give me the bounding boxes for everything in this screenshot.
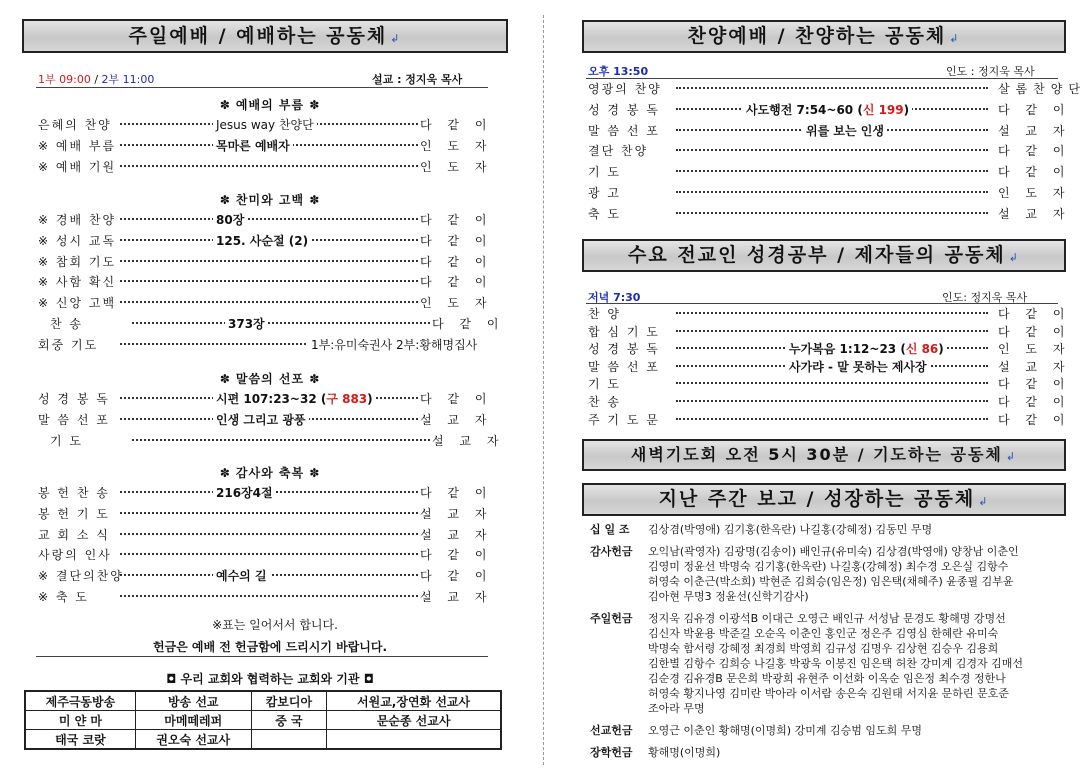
- row-label: ※ 예배 기원: [38, 159, 117, 174]
- row-role: 다 같 이: [998, 374, 1070, 394]
- preacher: 설교 : 정지욱 목사: [372, 73, 463, 86]
- row-label: 말 씀 선 포: [588, 359, 660, 374]
- row-label: 영광의 찬양: [588, 82, 662, 96]
- report-names: 정지욱 김유경 이광석B 이대근 오영근 배인규 서성남 문경도 황해명 강명선: [648, 612, 1006, 625]
- report-names: 박명숙 함서령 강혜정 최경희 박영희 김규성 김명우 김상현 김승우 김용희: [648, 642, 999, 655]
- section-title: ✽ 감사와 축복 ✽: [219, 466, 321, 480]
- row-label: 찬 양: [588, 307, 621, 321]
- row-label: 축 도: [588, 206, 621, 221]
- order-row: [38, 545, 498, 565]
- row-label: 결단 찬양: [588, 144, 649, 159]
- praise-worship-banner: 찬양예배 / 찬양하는 공동체 ↲: [582, 20, 1066, 53]
- report-label: 선교헌금: [590, 724, 633, 737]
- row-role: 다 같 이: [432, 314, 504, 334]
- order-row: [588, 121, 1071, 141]
- partner-title-box-icon: ◘: [166, 672, 177, 686]
- leader-dots: [676, 312, 988, 314]
- order-row: [38, 210, 498, 230]
- row-label: ※ 참회 기도: [38, 254, 117, 269]
- evening-leader: 인도: 정지욱 목사: [942, 291, 1028, 304]
- row-detail: [213, 389, 376, 409]
- partner-cell: 문순종 선교사: [327, 711, 501, 730]
- row-role: 설 교 자: [420, 504, 492, 524]
- wednesday-study-banner: 수요 전교인 성경공부 / 제자들의 공동체 ↲: [582, 239, 1066, 272]
- row-role: 다 같 이: [420, 545, 492, 565]
- row-label: ※ 경배 찬양: [38, 213, 117, 227]
- leader-dots: [120, 595, 418, 597]
- leader-dots: [132, 322, 430, 324]
- report-names: 김영미 정윤선 박명숙 김기홍(한옥란) 나길홍(강혜정) 최수경 오은실 김항수: [648, 560, 1009, 573]
- row-detail-end: ): [903, 102, 910, 117]
- partner-cell: 태국 코랏: [25, 730, 135, 750]
- order-row: [588, 100, 1071, 120]
- row-role: 다 같 이: [998, 304, 1070, 324]
- leader-dots: [676, 170, 988, 172]
- partner-cell: 서원교,장연화 선교사: [327, 691, 501, 711]
- order-row: [38, 231, 498, 251]
- partners-row: [25, 691, 501, 711]
- row-role: 인 도 자: [420, 157, 492, 177]
- row-detail: 인생 그리고 광풍: [213, 410, 309, 430]
- row-detail-end: ): [938, 342, 944, 357]
- leader-dots: [676, 191, 988, 193]
- row-role: 다 같 이: [420, 115, 492, 135]
- report-label: 십 일 조: [590, 523, 630, 536]
- row-role: 다 같 이: [998, 322, 1070, 342]
- order-row: [50, 314, 510, 334]
- order-row: [588, 204, 1071, 224]
- first-service-time: 1부 09:00: [38, 73, 91, 86]
- header-rule: [36, 87, 488, 88]
- weekly-report-banner: 지난 주간 보고 / 성장하는 공동체 ↲: [582, 483, 1066, 516]
- partner-cell: 제주극동방송: [25, 691, 135, 711]
- row-role: 다 같 이: [998, 392, 1070, 412]
- hymn-number: 신 199: [862, 102, 904, 117]
- row-role: 다 같 이: [420, 483, 492, 503]
- leader-dots: [120, 553, 418, 555]
- leader-dots: [676, 382, 988, 384]
- row-detail: 위를 보는 인생: [803, 121, 887, 141]
- row-role: 인 도 자: [420, 293, 492, 313]
- leader-dots: [120, 512, 418, 514]
- row-label: 기 도: [588, 165, 621, 180]
- partners-row: [25, 711, 501, 730]
- report-names: 허영숙 이춘근(박소희) 박현준 김희승(임은정) 임은택(채혜주) 윤종필 김부윤: [648, 575, 1014, 588]
- second-service-time: 2부 11:00: [101, 73, 155, 86]
- report-names: 김순경 김유경B 문은희 박광희 유현주 이선화 이옥순 임은정 최수경 정한나: [648, 672, 1006, 685]
- partner-cell: [327, 730, 501, 750]
- row-label: ※ 결단의찬양: [38, 569, 124, 584]
- row-detail-end: ): [367, 392, 373, 406]
- row-role: 다 같 이: [420, 231, 492, 251]
- page-divider: [543, 15, 544, 765]
- hymn-number: 구 883: [326, 392, 368, 406]
- report-names: 김한별 김항수 김희승 나길홍 박광욱 이봉진 임은택 허찬 강미계 김경자 김매선: [648, 657, 1023, 670]
- row-label: 봉 헌 찬 송: [38, 486, 110, 500]
- order-row: [588, 410, 1071, 430]
- report-names: 김아현 무명3 정윤선(신학기감사): [648, 590, 809, 603]
- afternoon-time: 오후 13:50: [588, 65, 649, 78]
- service-time-separator: /: [90, 73, 102, 86]
- row-label: ※ 축 도: [38, 590, 89, 604]
- weekly-report-title: 지난 주간 보고 / 성장하는 공동체: [658, 488, 976, 510]
- partner-cell: 중 국: [251, 711, 327, 730]
- sunday-worship-banner: 주일예배 / 예배하는 공동체 ↲: [22, 19, 508, 53]
- leader-dots: [676, 212, 988, 214]
- row-role: 설 교 자: [998, 121, 1070, 141]
- order-row: [38, 272, 498, 292]
- row-label: 교 회 소 식: [38, 527, 110, 542]
- order-row: [38, 252, 498, 272]
- row-detail: 1부:유미숙권사 2부:황해명집사: [308, 335, 480, 355]
- row-role: 다 같 이: [998, 162, 1070, 182]
- evening-time: 저녁 7:30: [588, 291, 641, 304]
- leader-dots: [676, 400, 988, 402]
- leader-dots: [676, 330, 988, 332]
- partner-cell: 캄보디아: [251, 691, 327, 711]
- row-label: ※ 예배 부름: [38, 138, 117, 153]
- row-label: 봉 헌 기 도: [38, 506, 110, 521]
- partner-title-box-icon-2: ◘: [363, 672, 374, 686]
- order-row: [38, 483, 498, 503]
- order-row: [38, 335, 498, 355]
- row-label: 찬 송: [50, 317, 83, 331]
- order-row: [38, 136, 498, 156]
- row-label: ※ 사함 확신: [38, 275, 117, 290]
- row-role: 다 같 이: [420, 252, 492, 272]
- report-names: 오영근 이춘인 황해명(이명희) 강미계 김승범 임도희 무명: [648, 724, 922, 737]
- row-detail-text: 누가복음 1:12~23 (: [789, 342, 906, 357]
- report-names: 조아라 무명: [648, 702, 705, 715]
- partner-cell: 방송 선교: [135, 691, 251, 711]
- section-title: ✽ 예배의 부름 ✽: [219, 98, 321, 112]
- order-row: [588, 183, 1071, 203]
- row-role: 다 같 이: [998, 410, 1070, 430]
- row-detail: 125. 사순절 (2): [213, 231, 311, 251]
- report-names: 김신자 박윤용 박준길 오순옥 이춘인 홍인군 정은주 김영심 한혜란 유미숙: [648, 627, 999, 640]
- section-title: ✽ 찬미와 고백 ✽: [219, 193, 321, 207]
- partner-cell: 마메떼레퍼: [135, 711, 251, 730]
- section-title: ✽ 말씀의 선포 ✽: [219, 372, 321, 386]
- order-row: [38, 115, 498, 135]
- standing-note: ※표는 일어서서 합니다.: [212, 618, 338, 632]
- partners-title-text: 우리 교회와 협력하는 교회와 기관: [180, 672, 360, 686]
- partners-table: [24, 690, 502, 750]
- wednesday-study-title: 수요 전교인 성경공부 / 제자들의 공동체: [628, 244, 1006, 266]
- partner-cell: 미 얀 마: [25, 711, 135, 730]
- row-role: 다 같 이: [420, 210, 492, 230]
- leader-dots: [120, 301, 418, 303]
- row-label: ※ 성시 교독: [38, 233, 117, 248]
- row-label: 합 심 기 도: [588, 324, 660, 339]
- order-row: [38, 525, 498, 545]
- leader-dots: [120, 260, 418, 262]
- leader-dots: [676, 418, 988, 420]
- hymn-number: 신 86: [905, 342, 939, 357]
- leader-dots: [132, 439, 430, 441]
- dawn-prayer-title: 새벽기도회 오전 5시 30분 / 기도하는 공동체: [630, 445, 1003, 464]
- row-label: 찬 송: [588, 395, 621, 409]
- report-names: 허영숙 황지나영 김미란 박아라 이서람 송은숙 김원태 서지윤 문하린 문호준: [648, 687, 1009, 700]
- service-times: [38, 71, 154, 87]
- row-detail: 사가랴 - 말 못하는 제사장: [786, 357, 930, 377]
- row-detail-text: 시편 107:23~32 (: [216, 392, 327, 406]
- row-role: 인 도 자: [420, 136, 492, 156]
- partners-title: [90, 670, 450, 687]
- offering-note: 헌금은 예배 전 헌금함에 드리시기 바랍니다.: [152, 640, 388, 654]
- order-row: [38, 566, 498, 586]
- order-row: [38, 410, 498, 430]
- row-detail: 373장: [225, 314, 268, 334]
- row-detail: 목마른 예배자: [213, 136, 293, 156]
- row-label: 기 도: [588, 377, 621, 392]
- order-row: [588, 79, 1086, 99]
- row-label: 회중 기도: [38, 337, 99, 352]
- row-role: 설 교 자: [998, 357, 1070, 377]
- dawn-prayer-banner: 새벽기도회 오전 5시 30분 / 기도하는 공동체 ↲: [582, 439, 1066, 471]
- partner-cell: [251, 730, 327, 750]
- leader-dots: [120, 533, 418, 535]
- row-role: 설 교 자: [998, 204, 1070, 224]
- row-role: 다 같 이: [420, 389, 492, 409]
- order-row: [50, 431, 510, 451]
- sunday-worship-title: 주일예배 / 예배하는 공동체: [128, 25, 388, 47]
- order-row: [588, 162, 1071, 182]
- row-label: 말 씀 선 포: [38, 412, 110, 427]
- report-label: 주일헌금: [590, 612, 633, 625]
- row-detail: [743, 100, 912, 120]
- row-role: 설 교 자: [420, 525, 492, 545]
- praise-worship-title: 찬양예배 / 찬양하는 공동체: [687, 25, 947, 47]
- order-row: [38, 504, 498, 524]
- report-names: 김상겸(박영애) 김기홍(한옥란) 나길홍(강혜정) 김동민 무명: [648, 523, 933, 536]
- afternoon-leader: 인도 : 정지욱 목사: [946, 65, 1035, 78]
- leader-dots: [676, 87, 988, 89]
- row-label: 기 도: [50, 433, 83, 448]
- row-role: 다 같 이: [998, 141, 1070, 161]
- report-names: 황해명(이명희): [648, 746, 721, 759]
- order-row: [38, 157, 498, 177]
- order-row: [38, 587, 498, 607]
- report-names: 오익남(곽영자) 김광명(김송이) 배인규(유미숙) 김상겸(박영애) 양창남 이춘인: [648, 545, 1019, 558]
- row-role: 인 도 자: [998, 339, 1070, 359]
- row-detail-text: 사도행전 7:54~60 (: [746, 102, 863, 117]
- row-role: 인 도 자: [998, 183, 1070, 203]
- order-row: [588, 141, 1071, 161]
- leader-dots: [676, 149, 988, 151]
- row-detail: Jesus way 찬양단: [213, 115, 317, 135]
- row-role: 설 교 자: [432, 431, 504, 451]
- row-label: 성 경 봉 독: [38, 392, 110, 406]
- leader-dots: [120, 280, 418, 282]
- report-label: 장학헌금: [590, 746, 633, 759]
- row-detail: 예수의 길: [213, 566, 270, 586]
- row-label: 주 기 도 문: [588, 412, 660, 427]
- report-label: 감사헌금: [590, 545, 633, 558]
- row-label: 성 경 봉 독: [588, 342, 660, 357]
- row-role: 다 같 이: [420, 566, 492, 586]
- partners-row: [25, 730, 501, 750]
- row-label: 광 고: [588, 186, 621, 200]
- leader-dots: [120, 165, 418, 167]
- row-role: 다 같 이: [420, 272, 492, 292]
- row-label: 성 경 봉 독: [588, 102, 660, 117]
- row-role: 다 같 이: [998, 100, 1070, 120]
- partner-cell: 권오숙 선교사: [135, 730, 251, 750]
- row-detail: 80장: [213, 210, 247, 230]
- order-row: [38, 389, 498, 409]
- footer-rule: [36, 656, 488, 657]
- row-label: 말 씀 선 포: [588, 123, 660, 138]
- row-role: 설 교 자: [420, 587, 492, 607]
- row-label: ※ 신앙 고백: [38, 296, 117, 311]
- row-role: 설 교 자: [420, 410, 492, 430]
- order-row: [38, 293, 498, 313]
- leader-dots: [120, 218, 418, 220]
- row-label: 사랑의 인사: [38, 548, 112, 563]
- row-role: 살롬찬양단: [998, 79, 1086, 99]
- row-label: 은혜의 찬양: [38, 118, 112, 132]
- row-detail: 216장4절: [213, 483, 276, 503]
